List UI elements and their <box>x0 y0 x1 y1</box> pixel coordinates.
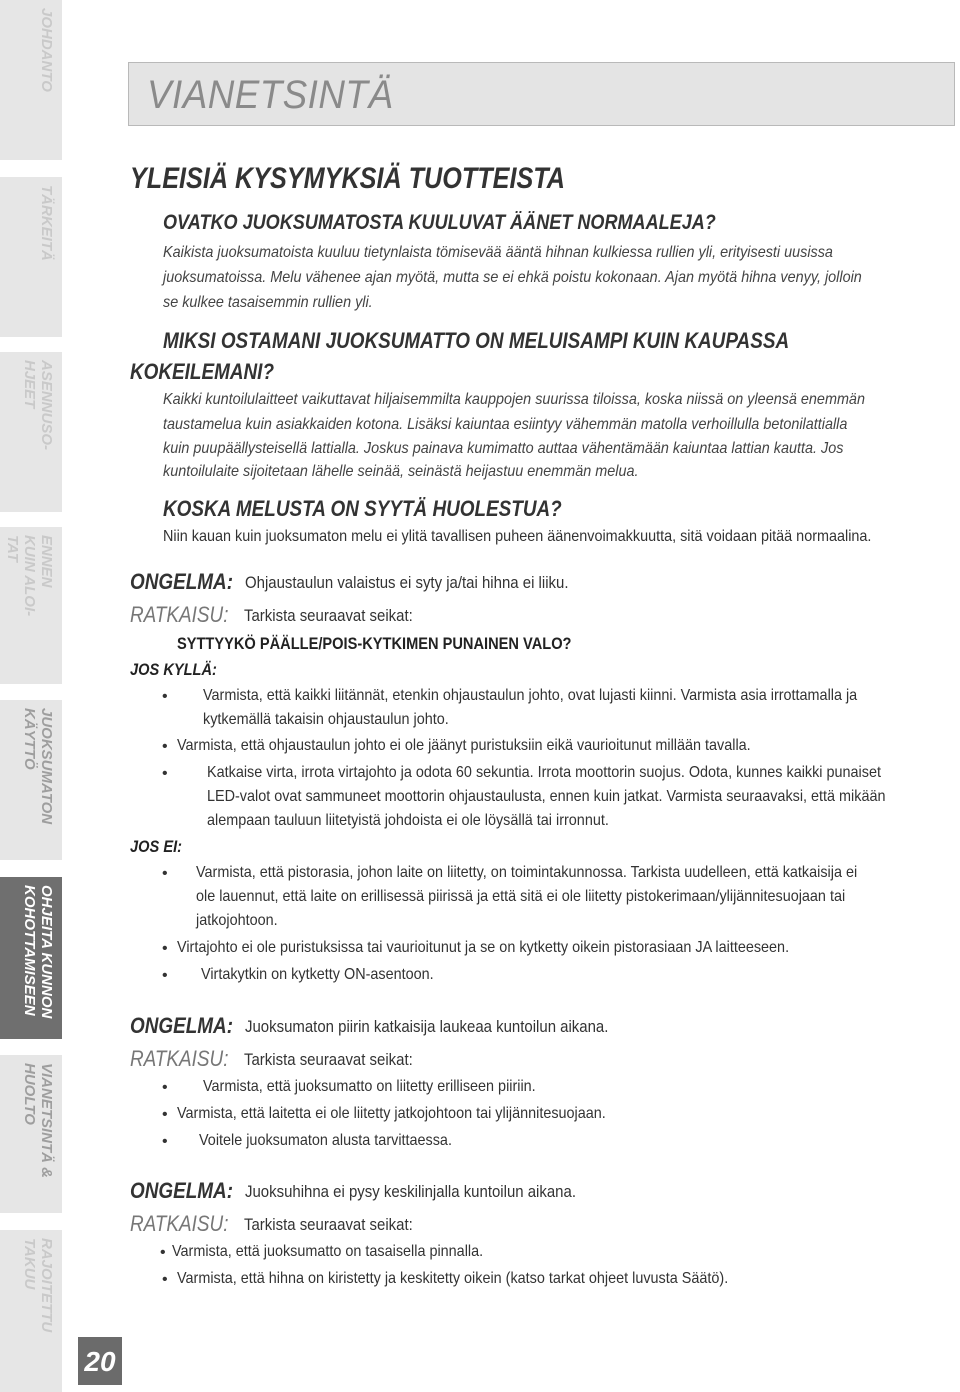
paragraph-line: kuin puupäällysteisellä lattialla. Joskus painava kumimatto auttaa vähentämään kaiuntaa lattian kautta. Jos <box>163 440 844 457</box>
solution-text: Tarkista seuraavat seikat: <box>244 606 413 625</box>
tab-vianetsinta-huolto[interactable] <box>0 1055 62 1213</box>
list-item-line: Varmista, että juoksumatto on liitetty erilliseen piiriin. <box>203 1078 536 1095</box>
list-item-line: LED-valot ovat sammuneet moottorin ohjaustaulusta, ennen kuin jatkat. Varmista seuraavaksi, että mikään <box>207 788 886 805</box>
list-item-line: kytkemällä takaisin ohjaustaulun johto. <box>203 711 449 728</box>
problem-label: ONGELMA: <box>130 1178 233 1203</box>
list-item-line: Voitele juoksumaton alusta tarvittaessa. <box>199 1132 452 1149</box>
tab-ohjeita-kunnon-kohottamiseen[interactable] <box>0 877 62 1039</box>
paragraph-line: Niin kauan kuin juoksumaton melu ei ylitä tavallisen puheen äänenvoimakkuutta, sitä voidaan pitää normaalina. <box>163 528 872 545</box>
problem-label: ONGELMA: <box>130 1013 233 1038</box>
tab-label: VIANETSINTÄ & HUOLTO <box>21 1063 55 1179</box>
solution-label: RATKAISU: <box>130 602 229 627</box>
list-item-line: Varmista, että laitetta ei ole liitetty jatkojohtoon tai ylijännitesuojaan. <box>177 1105 606 1122</box>
paragraph-line: se kulkee tasaisemmin rullien yli. <box>163 294 373 311</box>
question-title: KOSKA MELUSTA ON SYYTÄ HUOLESTUA? <box>163 496 562 521</box>
list-item-line: Varmista, että ohjaustaulun johto ei ole jäänyt puristuksiin eikä vaurioitunut millään tavalla. <box>177 737 751 754</box>
section-tabs <box>0 0 64 1392</box>
solution-text: Tarkista seuraavat seikat: <box>244 1215 413 1234</box>
tab-asennusohjeet[interactable] <box>0 352 62 512</box>
list-item-line: Katkaise virta, irrota virtajohto ja odota 60 sekuntia. Irrota moottorin suojus. Odota, kunnes kaikki punaiset <box>207 764 881 781</box>
bullet: • <box>162 738 168 755</box>
tab-label: JOHDANTO <box>38 8 55 92</box>
section-title: YLEISIÄ KYSYMYKSIÄ TUOTTEISTA <box>130 162 565 195</box>
page-header <box>128 62 955 126</box>
tab-label: RAJOITETTU TAKUU <box>21 1238 55 1333</box>
bullet: • <box>162 1133 168 1150</box>
bullet: • <box>162 1106 168 1123</box>
list-item-line: jatkojohtoon. <box>196 912 278 929</box>
paragraph-line: Kaikista juoksumatoista kuuluu tietynlaista tömisevää ääntä hihnan kulkiessa rullien yli, erityisesti uusissa <box>163 244 833 261</box>
tab-label: JUOKSUMATON KÄYTTÖ <box>21 708 55 825</box>
list-item-line: Varmista, että hihna on kiristetty ja keskitetty oikein (katso tarkat ohjeet luvusta Säätö). <box>177 1270 729 1287</box>
bullet: • <box>160 1244 166 1261</box>
list-item-line: ole lauennut, että laite on erillisessä piirissä ja että sitä ei ole liitetty pistokerimaan/ylijännitesuojaan tai <box>196 888 846 905</box>
paragraph-line: Kaikki kuntoilulaitteet vaikuttavat hiljaisemmilta kauppojen suurissa tiloissa, koska niissä on yleensä enemmän <box>163 391 865 408</box>
question-title: KOKEILEMANI? <box>130 359 275 384</box>
solution-label: RATKAISU: <box>130 1211 229 1236</box>
tab-label: ENNEN KUIN ALOI- TAT <box>4 535 55 617</box>
bullet: • <box>162 967 168 984</box>
bullet: • <box>162 1271 168 1288</box>
tab-label: OHJEITA KUNNON KOHOTTAMISEEN <box>21 885 55 1019</box>
list-item-line: Varmista, että pistorasia, johon laite on liitetty, on toimintakunnossa. Tarkista uudelleen, että katkaisija ei <box>196 864 858 881</box>
bullet: • <box>162 688 168 705</box>
bullet: • <box>162 940 168 957</box>
solution-text: Tarkista seuraavat seikat: <box>244 1050 413 1069</box>
problem-label: ONGELMA: <box>130 569 233 594</box>
list-item-line: Varmista, että juoksumatto on tasaisella pinnalla. <box>172 1243 484 1260</box>
tab-tarkeita[interactable] <box>0 177 62 337</box>
list-item-line: Virtakytkin on kytketty ON-asentoon. <box>201 966 434 983</box>
bullet: • <box>162 765 168 782</box>
condition-label: JOS EI: <box>130 837 183 856</box>
paragraph-line: kuntoilulaite sijoitetaan lähelle seinää, seinästä heijastuu enemmän melua. <box>163 463 639 480</box>
tab-label: ASENNUSO- HJEET <box>21 360 55 451</box>
page-number: 20 <box>78 1337 122 1385</box>
solution-label: RATKAISU: <box>130 1046 229 1071</box>
bullet: • <box>162 865 168 882</box>
page-title: VIANETSINTÄ <box>147 73 394 117</box>
problem-text: Juoksumaton piirin katkaisija laukeaa kuntoilun aikana. <box>245 1017 609 1036</box>
problem-text: Ohjaustaulun valaistus ei syty ja/tai hihna ei liiku. <box>245 573 569 592</box>
paragraph-line: juoksumatoissa. Melu vähenee ajan myötä, mutta se ei ehkä poistu kokonaan. Ajan myötä hihna venyy, jolloin <box>163 269 862 286</box>
condition-label: JOS KYLLÄ: <box>130 660 217 679</box>
tab-label: TÄRKEITÄ <box>38 185 55 261</box>
list-item-line: Varmista, että kaikki liitännät, etenkin ohjaustaulun johto, ovat lujasti kiinni. Varmista asia irrottamalla ja <box>203 687 858 704</box>
tab-rajoitettu-takuu[interactable] <box>0 1230 62 1392</box>
tab-johdanto[interactable] <box>0 0 62 160</box>
question-title: OVATKO JUOKSUMATOSTA KUULUVAT ÄÄNET NORMAALEJA? <box>163 211 716 234</box>
problem-text: Juoksuhihna ei pysy keskilinjalla kuntoilun aikana. <box>245 1182 576 1201</box>
check-question: SYTTYYKÖ PÄÄLLE/POIS-KYTKIMEN PUNAINEN VALO? <box>177 634 572 653</box>
bullet: • <box>162 1079 168 1096</box>
tab-juoksumaton-kaytto[interactable] <box>0 700 62 860</box>
list-item-line: Virtajohto ei ole puristuksissa tai vaurioitunut ja se on kytketty oikein pistorasiaan JA laitteeseen. <box>177 939 790 956</box>
tab-ennen-kuin-aloitat[interactable] <box>0 527 62 684</box>
question-title: MIKSI OSTAMANI JUOKSUMATTO ON MELUISAMPI KUIN KAUPASSA <box>163 328 790 353</box>
list-item-line: alempaan tauluun liitetyistä johdoista ei ole löysällä tai irronnut. <box>207 812 609 829</box>
paragraph-line: taustamelua kuin asiakkaiden kotona. Lisäksi kaiuntaa esiintyy vähemmän matolla verhoillulla betonilattialla <box>163 416 848 433</box>
